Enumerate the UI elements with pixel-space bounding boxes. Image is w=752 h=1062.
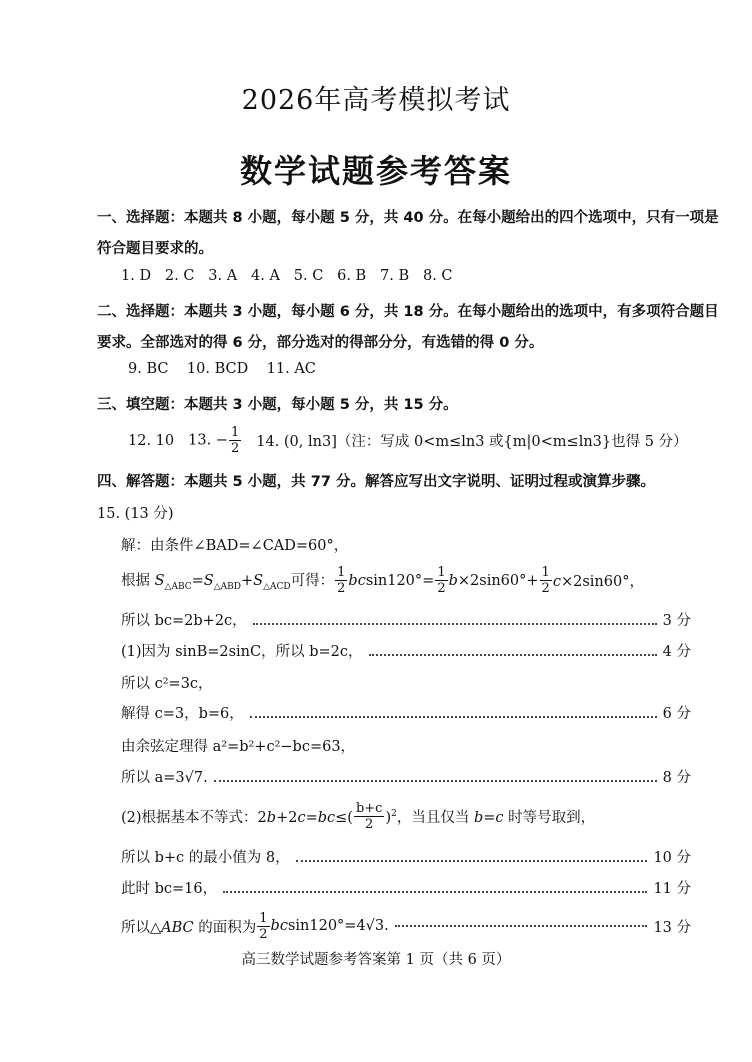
- section1-heading-line2: 符合题目要求的。: [97, 241, 213, 257]
- q15-line-condition: 解：由条件∠BAD=∠CAD=60°，: [121, 538, 349, 554]
- score-10: 10 分: [653, 850, 691, 866]
- answer-14: 14. (0, ln3]（注：写成 0<m≤ln3 或{m|0<m≤ln3}也得 5 分）: [256, 434, 688, 450]
- section1-heading-line1: 一、选择题：本题共 8 小题，每小题 5 分，共 40 分。在每小题给出的四个选项中，只有一项是: [97, 210, 719, 226]
- section1-answers: 1. D 2. C 3. A 4. A 5. C 6. B 7. B 8. C: [121, 268, 453, 284]
- exam-title: 2026年高考模拟考试: [241, 85, 511, 116]
- answer-12: 12. 10: [128, 432, 175, 449]
- score-13: 13 分: [653, 919, 691, 936]
- score-11: 11 分: [653, 881, 691, 897]
- q15-step-6: 解得 c=3，b=6， 6 分: [121, 701, 691, 723]
- q15-step-4: (1)因为 sinB=2sinC，所以 b=2c， 4 分: [121, 639, 691, 661]
- answer-key-title: 数学试题参考答案: [239, 152, 512, 190]
- q15-step-3: 所以 bc=2b+2c， 3 分: [121, 608, 691, 630]
- page-footer: 高三数学试题参考答案第 1 页（共 6 页）: [241, 952, 511, 968]
- section2-heading-line2: 要求。全部选对的得 6 分，部分选对的得部分分，有选错的得 0 分。: [97, 335, 544, 351]
- q15-step-10: 所以 b+c 的最小值为 8， 10 分: [121, 845, 691, 867]
- q15-step-8: 所以 a=3√7. 8 分: [121, 765, 691, 787]
- q15-line-inequality: (2)根据基本不等式：2b+2c=bc≤( $\frac{b+c}{2}$ )$^2$，当且仅当 b=c 时等号取到，: [121, 801, 596, 832]
- q15-line-cosine-law: 由余弦定理得 a²=b²+c²−bc=63，: [121, 739, 356, 755]
- q15-step-11: 此时 bc=16， 11 分: [121, 876, 691, 898]
- score-6: 6 分: [662, 706, 691, 722]
- section4-heading: 四、解答题：本题共 5 小题，共 77 分。解答应写出文字说明、证明过程或演算步骤。: [97, 474, 655, 490]
- score-8: 8 分: [662, 770, 691, 786]
- score-3: 3 分: [662, 613, 691, 629]
- section2-heading-line1: 二、选择题：本题共 3 小题，每小题 6 分，共 18 分。在每小题给出的选项中，有多项符合题目: [97, 304, 719, 320]
- q15-line-c2: 所以 c²=3c，: [121, 676, 213, 692]
- q15-line-area-equation: 根据 $S_{\triangle ABC}=S_{\triangle ABD}+S_{\triangle ACD}$可得： $\frac{1}{2}$ bcsin120°= $\frac{1}{2}$ b×2sin60°+ $\frac{1}{2}$ c×2sin60°，: [121, 565, 644, 596]
- section2-answers: 9. BC 10. BCD 11. AC: [128, 361, 316, 377]
- q15-header: 15. (13 分): [97, 506, 174, 522]
- score-4: 4 分: [662, 644, 691, 660]
- section3-heading: 三、填空题：本题共 3 小题，每小题 5 分，共 15 分。: [97, 397, 458, 413]
- section3-answers: [128, 426, 688, 455]
- q15-step-13: 所以△ABC 的面积为 $\frac{1}{2}$ bcsin120°=4√3. 13 分: [121, 910, 691, 942]
- answer-13: 13. − $\frac{1}{2}$: [188, 425, 240, 456]
